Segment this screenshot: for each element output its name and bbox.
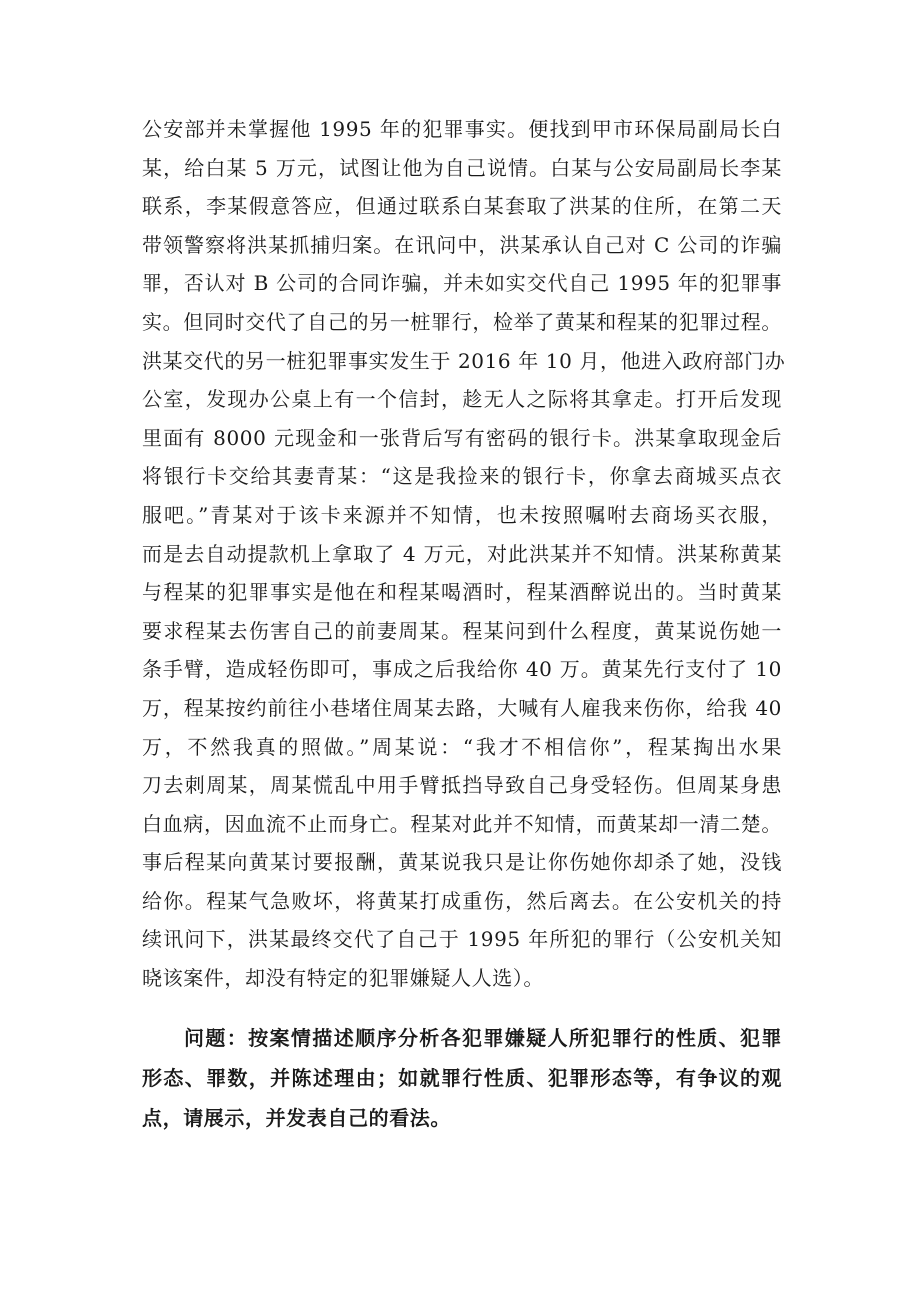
case-line: 某，给白某 5 万元，试图让他为自己说情。白某与公安局副局长李某 bbox=[142, 155, 782, 180]
case-line: 洪某交代的另一桩犯罪事实发生于 2016 年 10 月，他进入政府部门办 bbox=[142, 348, 786, 373]
case-line: 公室，发现办公桌上有一个信封，趁无人之际将其拿走。打开后发现 bbox=[142, 387, 782, 412]
case-line: 里面有 8000 元现金和一张背后写有密码的银行卡。洪某拿取现金后 bbox=[142, 425, 782, 450]
case-line: 给你。程某气急败坏，将黄某打成重伤，然后离去。在公安机关的持 bbox=[142, 888, 782, 913]
case-line: 带领警察将洪某抓捕归案。在讯问中，洪某承认自己对 C 公司的诈骗 bbox=[142, 232, 782, 257]
case-line: 要求程某去伤害自己的前妻周某。程某问到什么程度，黄某说伤她一 bbox=[142, 618, 782, 643]
case-line: 而是去自动提款机上拿取了 4 万元，对此洪某并不知情。洪某称黄某 bbox=[142, 541, 782, 566]
case-line: 万，不然我真的照做。”周某说：“我才不相信你”，程某掏出水果 bbox=[142, 734, 782, 759]
question-line: 形态、罪数，并陈述理由；如就罪行性质、犯罪形态等，有争议的观 bbox=[142, 1066, 782, 1090]
case-line: 事后程某向黄某讨要报酬，黄某说我只是让你伤她你却杀了她，没钱 bbox=[142, 850, 782, 875]
question-paragraph bbox=[142, 1018, 782, 1138]
case-line: 晓该案件，却没有特定的犯罪嫌疑人人选）。 bbox=[142, 966, 544, 991]
question-line: 点，请展示，并发表自己的看法。 bbox=[142, 1106, 451, 1130]
case-line: 刀去刺周某，周某慌乱中用手臂抵挡导致自己身受轻伤。但周某身患 bbox=[142, 773, 782, 798]
case-line: 白血病，因血流不止而身亡。程某对此并不知情，而黄某却一清二楚。 bbox=[142, 811, 782, 836]
case-line: 实。但同时交代了自己的另一桩罪行，检举了黄某和程某的犯罪过程。 bbox=[142, 309, 782, 334]
case-description bbox=[142, 110, 786, 998]
case-line: 公安部并未掌握他 1995 年的犯罪事实。便找到甲市环保局副局长白 bbox=[142, 117, 782, 141]
case-line: 联系，李某假意答应，但通过联系白某套取了洪某的住所，在第二天 bbox=[142, 194, 782, 219]
case-line: 与程某的犯罪事实是他在和程某喝酒时，程某酒醉说出的。当时黄某 bbox=[142, 580, 782, 605]
question-line: 问题：按案情描述顺序分析各犯罪嫌疑人所犯罪行的性质、犯罪 bbox=[184, 1026, 782, 1050]
case-line: 将银行卡交给其妻青某：“这是我捡来的银行卡，你拿去商城买点衣 bbox=[142, 464, 782, 489]
case-line: 服吧。”青某对于该卡来源并不知情，也未按照嘱咐去商场买衣服， bbox=[142, 502, 782, 527]
case-line: 万，程某按约前往小巷堵住周某去路，大喊有人雇我来伤你，给我 40 bbox=[142, 695, 782, 720]
case-line: 条手臂，造成轻伤即可，事成之后我给你 40 万。黄某先行支付了 10 bbox=[142, 657, 782, 682]
case-line: 罪，否认对 B 公司的合同诈骗，并未如实交代自己 1995 年的犯罪事 bbox=[142, 271, 782, 296]
case-line: 续讯问下，洪某最终交代了自己于 1995 年所犯的罪行（公安机关知 bbox=[142, 927, 782, 952]
